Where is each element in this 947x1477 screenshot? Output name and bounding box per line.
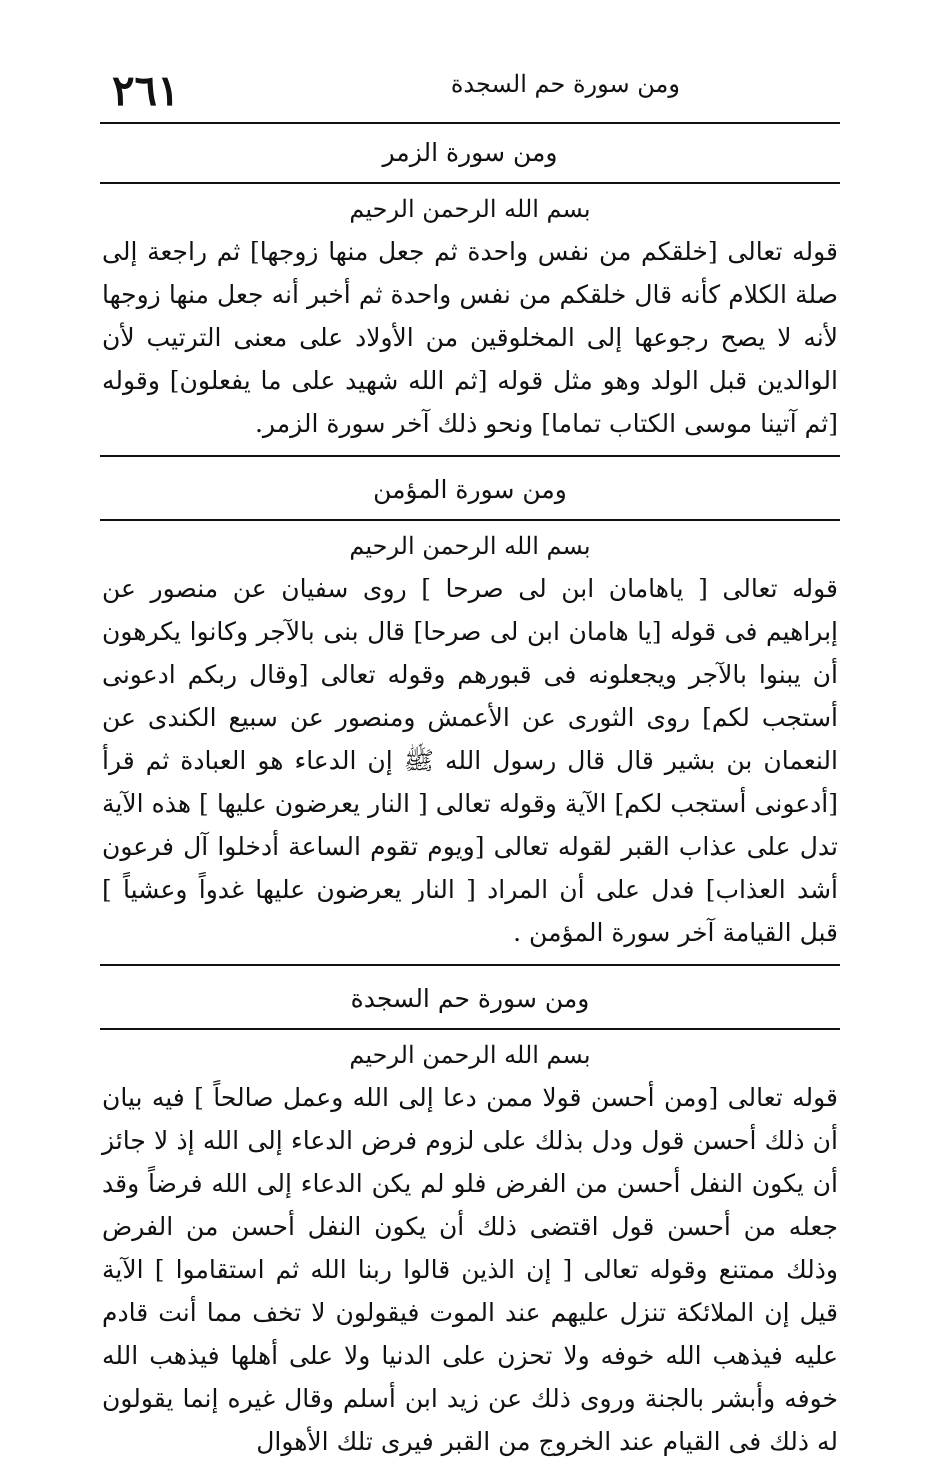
section-ha-mim-as-sajda xyxy=(100,970,840,1473)
section-az-zumar xyxy=(100,124,840,457)
basmala: بسم الله الرحمن الرحيم xyxy=(349,195,591,223)
section-al-mumin xyxy=(100,461,840,966)
page-number: ٢٦١ xyxy=(112,66,180,115)
section-text: قوله تعالى [ومن أحسن قولا ممن دعا إلى الله وعمل صالحاً ] فيه بيان أن ذلك أحسن قول ودل بذلك على لزوم فرض الدعاء إلى الله إذ لا جائز أن يكون النفل أحسن من الفرض فلو لم يكن الدعاء إلى الله فرضاً وقد جعله من أحسن قول اقتضى ذلك أن يكون النفل أحسن من الفرض وذلك ممتنع وقوله تعالى [ إن الذين قالوا ربنا الله ثم استقاموا ] الآية قيل إن الملائكة تنزل عليهم عند الموت فيقولون لا تخف مما أنت قادم عليه فيذهب الله خوفه ولا تحزن على الدنيا ولا على أهلها فيذهب الله خوفه وأبشر بالجنة وروى ذلك عن زيد ابن أسلم وقال غيره إنما يقولون له ذلك فى القيام عند الخروج من القبر فيرى تلك الأهوال xyxy=(102,1083,838,1456)
basmala: بسم الله الرحمن الرحيم xyxy=(349,1041,591,1069)
section-title: ومن سورة المؤمن xyxy=(100,461,840,521)
section-title: ومن سورة الزمر xyxy=(100,124,840,184)
running-title: ومن سورة حم السجدة xyxy=(450,70,680,98)
basmala: بسم الله الرحمن الرحيم xyxy=(349,532,591,560)
section-title: ومن سورة حم السجدة xyxy=(100,970,840,1030)
section-text: قوله تعالى [خلقكم من نفس واحدة ثم جعل منها زوجها] ثم راجعة إلى صلة الكلام كأنه قال خلقكم من نفس واحدة ثم أخبر أنه جعل منها زوجها لأنه لا يصح رجوعها إلى المخلوقين من الأولاد على معنى الترتيب لأن الوالدين قبل الولد وهو مثل قوله [ثم الله شهيد على ما يفعلون] وقوله [ثم آتينا موسى الكتاب تماما] ونحو ذلك آخر سورة الزمر. xyxy=(102,237,838,438)
running-header xyxy=(100,60,840,124)
section-text: قوله تعالى [ ياهامان ابن لى صرحا ] روى سفيان عن منصور عن إبراهيم فى قوله [يا هامان ابن لى صرحا] قال بنى بالآجر وكانوا يكرهون أن يبنوا بالآجر ويجعلونه فى قبورهم وقوله تعالى [وقال ربكم ادعونى أستجب لكم] روى الثورى عن الأعمش ومنصور عن سبيع الكندى عن النعمان بن بشير قال قال رسول الله ﷺ إن الدعاء هو العبادة ثم قرأ [أدعونى أستجب لكم] الآية وقوله تعالى [ النار يعرضون عليها ] هذه الآية تدل على عذاب القبر لقوله تعالى [ويوم تقوم الساعة أدخلوا آل فرعون أشد العذاب] فدل على أن المراد [ النار يعرضون عليها غدواً وعشياً ] قبل القيامة آخر سورة المؤمن . xyxy=(102,574,838,947)
page xyxy=(100,60,840,1477)
